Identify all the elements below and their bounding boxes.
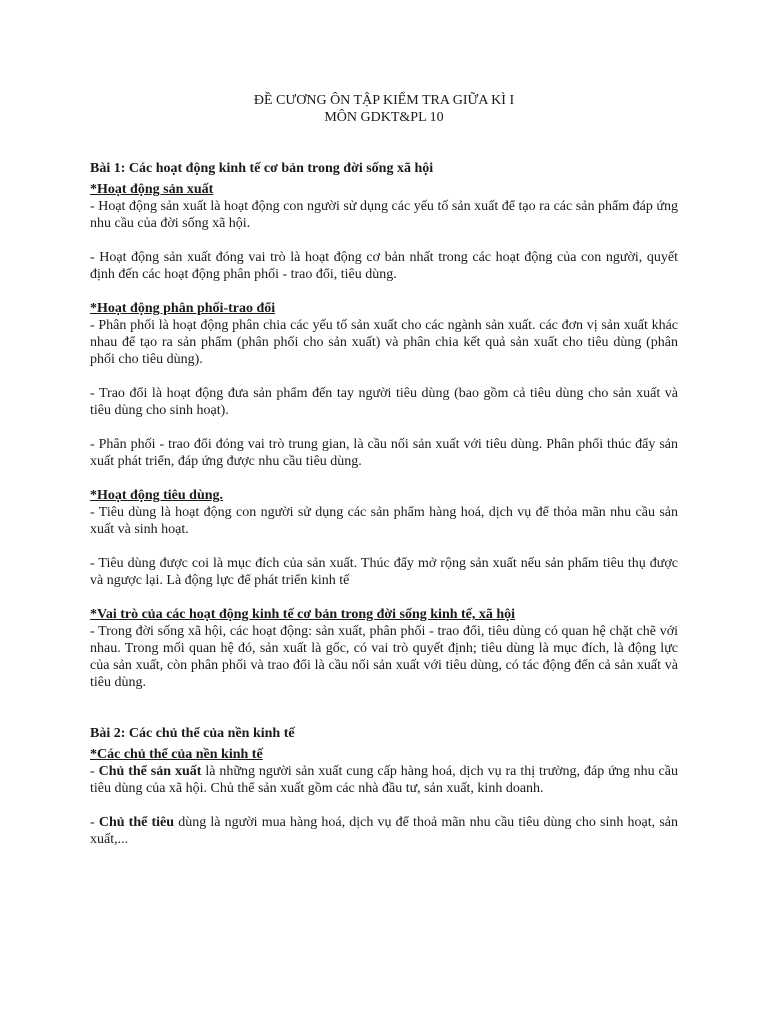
producer-paragraph: - Chủ thể sản xuất là những người sản xuất cung cấp hàng hoá, dịch vụ ra thị trường, đáp ứng nhu cầu tiêu dùng của xã hội. Chủ thể sản xuất gồm các nhà đầu tư, sản xuất, kinh doanh. [90, 764, 678, 796]
document-title-line-1: ĐỀ CƯƠNG ÔN TẬP KIỂM TRA GIỮA KÌ I [253, 93, 515, 108]
section-consumption-heading: *Hoạt động tiêu dùng. [90, 488, 224, 503]
distribution-paragraph-3: - Phân phối - trao đổi đóng vai trò trung gian, là cầu nối sản xuất với tiêu dùng. Phân phối thúc đẩy sản xuất phát triển, đáp ứng được nhu cầu tiêu dùng. [90, 437, 678, 469]
section-distribution-heading: *Hoạt động phân phối-trao đổi [90, 301, 276, 316]
distribution-paragraph-2: - Trao đổi là hoạt động đưa sản phẩm đến tay người tiêu dùng (bao gồm cả tiêu dùng cho sản xuất và tiêu dùng cho sinh hoạt). [90, 386, 678, 418]
consumption-paragraph-1: - Tiêu dùng là hoạt động con người sử dụng các sản phẩm hàng hoá, dịch vụ để thỏa mãn nhu cầu sản xuất và sinh hoạt. [90, 505, 678, 537]
document-title-line-2: MÔN GDKT&PL 10 [324, 110, 444, 125]
section-economic-actors-heading: *Các chủ thể của nền kinh tế [90, 747, 263, 762]
consumption-paragraph-2: - Tiêu dùng được coi là mục đích của sản xuất. Thúc đẩy mở rộng sản xuất nếu sản phẩm tiêu thụ được và ngược lại. Là động lực để phát triển kinh tế [90, 556, 678, 588]
distribution-paragraph-1: - Phân phối là hoạt động phân chia các yếu tố sản xuất cho các ngành sản xuất. các đơn vị sản xuất khác nhau để tạo ra sản phẩm (phân phối cho sản xuất) và phân chia kết quả sản xuất cho tiêu dùng (phân phối cho tiêu dùng). [90, 318, 678, 367]
section-role-heading: *Vai trò của các hoạt động kinh tế cơ bản trong đời sống kinh tế, xã hội [90, 607, 516, 622]
consumer-paragraph: - Chủ thể tiêu dùng là người mua hàng hoá, dịch vụ để thoả mãn nhu cầu tiêu dùng cho sinh hoạt, sản xuất,... [90, 815, 678, 847]
role-paragraph-1: - Trong đời sống xã hội, các hoạt động: sản xuất, phân phối - trao đổi, tiêu dùng có quan hệ chặt chẽ với nhau. Trong mối quan hệ đó, sản xuất là gốc, có vai trò quyết định; tiêu dùng là mục đích, là động lực của sản xuất, còn phân phối và trao đổi là cầu nối sản xuất với tiêu dùng, có tác động đến cả sản xuất và tiêu dùng. [90, 624, 678, 690]
producer-term: Chủ thể sản xuất [98, 764, 202, 779]
producer-definition: là những người sản xuất cung cấp hàng hoá, dịch vụ ra thị trường, đáp ứng nhu cầu tiêu dùng của xã hội. Chủ thể sản xuất gồm các nhà đầu tư, sản xuất, kinh doanh. [90, 764, 678, 796]
production-paragraph-2: - Hoạt động sản xuất đóng vai trò là hoạt động cơ bản nhất trong các hoạt động của con người, quyết định đến các hoạt động phân phối - trao đổi, tiêu dùng. [90, 250, 678, 282]
consumer-definition: dùng là người mua hàng hoá, dịch vụ để thoả mãn nhu cầu tiêu dùng cho sinh hoạt, sản xuất,... [90, 815, 678, 847]
lesson-1-heading: Bài 1: Các hoạt động kinh tế cơ bản trong đời sống xã hội [90, 161, 434, 176]
document-page [90, 92, 678, 848]
section-production-heading: *Hoạt động sản xuất [90, 182, 214, 197]
lesson-2-heading: Bài 2: Các chủ thể của nền kinh tế [90, 726, 295, 741]
production-paragraph-1: - Hoạt động sản xuất là hoạt động con người sử dụng các yếu tố sản xuất để tạo ra các sản phẩm đáp ứng nhu cầu của đời sống xã hội. [90, 199, 678, 231]
consumer-term: Chủ thể tiêu [98, 815, 175, 830]
